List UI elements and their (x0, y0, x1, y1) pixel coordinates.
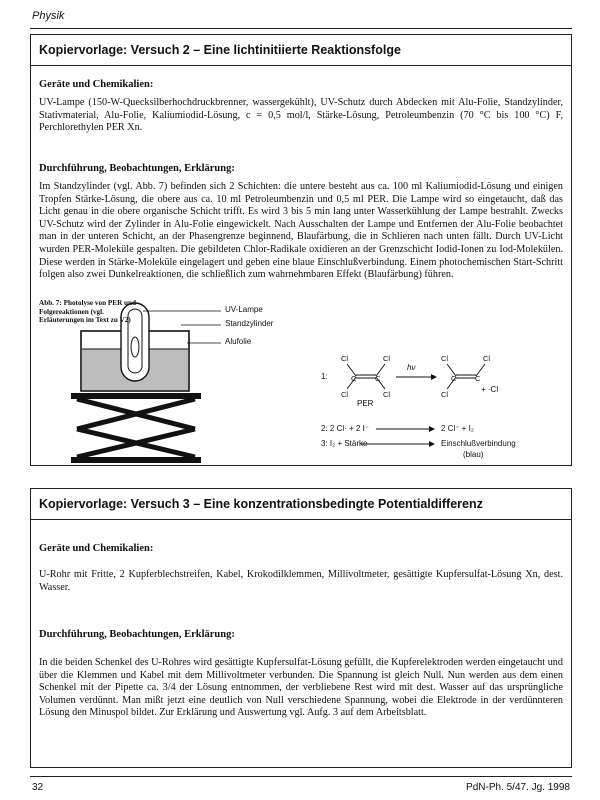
label-uv-lamp: UV-Lampe (225, 305, 263, 314)
reaction3-left: 3: I₂ + Stärke (321, 439, 368, 448)
svg-text:Cl: Cl (441, 354, 449, 363)
versuch2-geraete-text: UV-Lampe (150-W-Quecksilberhochdruckbrenner, wassergekühlt), UV-Schutz durch Abdecken mit Alu-Folie, Standzylinder, Stativmaterial, Alu-Folie, Kaliumiodid-Lösung, c = 0,5 mol/l, Stärke-Lösung, Petroleumbenzin (70 °C bis 100 °C) F, Perchlorethylen PER Xn. (39, 97, 563, 134)
svg-text:Cl: Cl (383, 390, 391, 399)
arrow-r1-head (431, 374, 437, 380)
versuch3-title: Kopiervorlage: Versuch 3 – Eine konzentrationsbedingte Potentialdifferenz (39, 497, 483, 511)
versuch3-durchfuehrung-text: In die beiden Schenkel des U-Rohres wird gesättigte Kupfersulfat-Lösung gefüllt, die Kupferelektroden werden eingetaucht und über die Klemmen und Kabel mit dem Millivoltmeter verbunden. Die Spannung ist gleich Null. Nun werden aus dem einen Schenkel mit der Pipette ca. 3/4 der Lösung entnommen, der verbliebene Rest wird mit dest. Wasser auf das ursprüngliche Volumen verdünnt. Man mißt jetzt eine deutlich von Null verschiedene Spannung, wobei die Elektrode in der verdünnteren Lösung den Minuspol bildet. Zur Erklärung und Auswertung vgl. Aufg. 3 auf dem Arbeitsblatt. (39, 657, 563, 719)
reaction1-hv: hν (407, 363, 416, 372)
svg-text:Cl: Cl (483, 354, 491, 363)
versuch2-durchfuehrung-heading: Durchführung, Beobachtungen, Erklärung: (39, 163, 235, 174)
versuch2-geraete-heading: Geräte und Chemikalien: (39, 79, 154, 90)
svg-text:C: C (451, 374, 457, 383)
stand-plate-bottom (71, 457, 201, 463)
page-number: 32 (32, 782, 44, 793)
stand-plate-top (71, 393, 201, 399)
arrow-r2-head (429, 426, 435, 432)
svg-text:Cl: Cl (383, 354, 391, 363)
versuch2-title-rule (31, 65, 571, 66)
svg-text:Cl: Cl (341, 390, 349, 399)
reaction2-left: 2: 2 Cl· + 2 I⁻ (321, 424, 370, 433)
reaction1-number: 1: (321, 372, 328, 381)
reaction1-per-label: PER (357, 399, 374, 408)
label-standzylinder: Standzylinder (225, 319, 274, 328)
versuch3-box (30, 488, 572, 768)
svg-text:C: C (475, 374, 481, 383)
versuch2-title: Kopiervorlage: Versuch 2 – Eine lichtinitiierte Reaktionsfolge (39, 43, 401, 57)
structure-atom-labels (341, 354, 490, 399)
versuch3-title-rule (31, 519, 571, 520)
reaction3-note: (blau) (463, 450, 484, 459)
reaction2-right: 2 Cl⁻ + I₂ (441, 424, 474, 433)
reaction3-right: Einschlußverbindung (441, 439, 516, 448)
versuch3-durchfuehrung-heading: Durchführung, Beobachtungen, Erklärung: (39, 629, 235, 640)
versuch2-box (30, 34, 572, 466)
figure-abb7 (31, 299, 571, 465)
svg-text:C: C (375, 374, 381, 383)
arrow-r3-head (429, 441, 435, 447)
svg-text:Cl: Cl (441, 390, 449, 399)
footer-rule (30, 776, 572, 777)
svg-text:Cl: Cl (341, 354, 349, 363)
label-alufolie: Alufolie (225, 337, 252, 346)
header-rule (30, 28, 572, 29)
versuch3-geraete-text: U-Rohr mit Fritte, 2 Kupferblechstreifen, Kabel, Krokodilklemmen, Millivoltmeter, gesättigte Kupfersulfat-Lösung Xn, dest. Wasser. (39, 569, 563, 593)
reaction1-cl-radical: + ·Cl (481, 385, 499, 394)
versuch3-geraete-heading: Geräte und Chemikalien: (39, 543, 154, 554)
versuch2-durchfuehrung-text: Im Standzylinder (vgl. Abb. 7) befinden sich 2 Schichten: die untere besteht aus ca. 100 ml Kaliumiodid-Lösung und einigen Tropfen Stärke-Lösung, die obere aus ca. 10 ml Petroleumbenzin und 0,5 ml PER. Die Lampe wird so eingetaucht, daß das Licht genau in die obere organische Schicht trifft. Es wird 3 bis 5 min lang unter Wasserkühlung der Lampe bestrahlt. Zwecks UV-Schutz wird der Zylinder in Alu-Folie eingewickelt. Nach Ausschalten der Lampe und Entfernen der Alu-Folie beobachtet man in der unteren Schicht, an der Phasengrenze beginnend, Blaufärbung, die in Schlieren nach unten fällt. Durch UV-Licht wurden PER-Moleküle gespalten. Die gebildeten Chlor-Radikale oxidieren an der Grenzschicht Iodid-Ionen zu Iod-Molekülen. Diese werden in Stärke-Moleküle eingelagert und geben eine blaue Einschlußverbindung. Einem photochemischen Start-Schritt folgen also zwei Dunkelreaktionen, die schließlich zum wahrnehmbaren Effekt (Blaufärbung) führen. (39, 181, 563, 281)
figure-caption: Abb. 7: Photolyse von PER und Folgereaktionen (vgl. Erläuterungen im Text zu V2) (39, 299, 137, 325)
svg-text:C: C (351, 374, 357, 383)
journal-reference: PdN-Ph. 5/47. Jg. 1998 (466, 782, 570, 793)
header-label: Physik (32, 10, 65, 22)
